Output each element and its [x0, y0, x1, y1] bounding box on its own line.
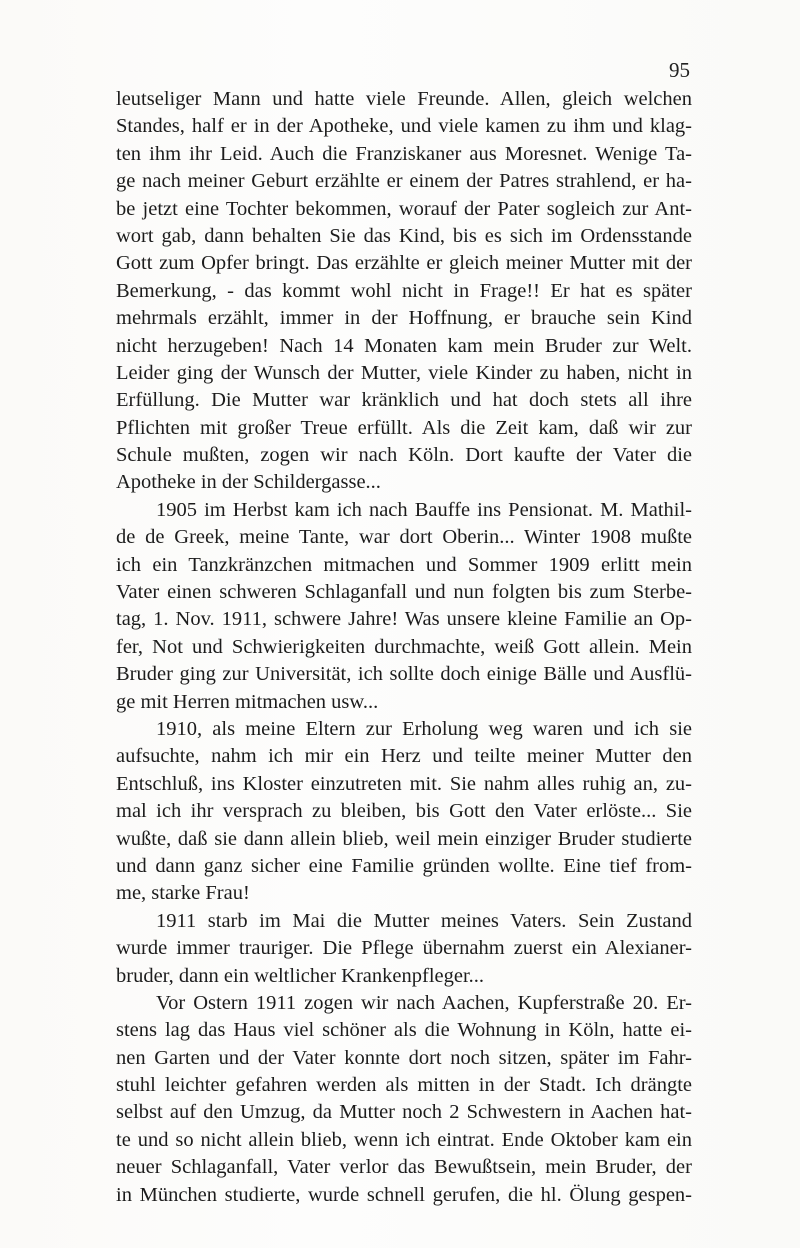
text-line: wußte, daß sie dann allein blieb, weil mein einziger Bruder studierte [116, 827, 692, 850]
text-line: Standes, half er in der Apotheke, und viele kamen zu ihm und klag- [116, 115, 692, 138]
paragraph-3 [116, 716, 692, 908]
text-line: und dann ganz sicher eine Familie gründen wollte. Eine tief from- [116, 854, 692, 877]
paragraph-2 [116, 497, 692, 716]
text-line: wurde immer trauriger. Die Pflege übernahm zuerst ein Alexianer- [116, 937, 692, 960]
body-text [116, 86, 692, 1209]
paragraph-5 [116, 990, 692, 1209]
page-number: 95 [669, 58, 690, 82]
text-line: aufsuchte, nahm ich mir ein Herz und teilte meiner Mutter den [116, 745, 692, 768]
text-line: stuhl leichter gefahren werden als mitten in der Stadt. Ich drängte [116, 1074, 692, 1097]
text-line: Bemerkung, - das kommt wohl nicht in Frage!! Er hat es später [116, 279, 692, 302]
text-line: bruder, dann ein weltlicher Krankenpfleger... [116, 964, 485, 987]
text-line: leutseliger Mann und hatte viele Freunde. Allen, gleich welchen [116, 88, 692, 110]
text-line: stens lag das Haus viel schöner als die Wohnung in Köln, hatte ei- [116, 1019, 692, 1042]
text-line: te und so nicht allein blieb, wenn ich eintrat. Ende Oktober kam ein [116, 1128, 692, 1151]
text-line: Vor Ostern 1911 zogen wir nach Aachen, Kupferstraße 20. Er- [156, 991, 692, 1014]
text-line: in München studierte, wurde schnell gerufen, die hl. Ölung gespen- [116, 1183, 692, 1206]
text-line: Entschluß, ins Kloster einzutreten mit. Sie nahm alles ruhig an, zu- [116, 772, 692, 795]
text-line: mehrmals erzählt, immer in der Hoffnung, er brauche sein Kind [116, 307, 692, 330]
text-line: 1905 im Herbst kam ich nach Bauffe ins Pensionat. M. Mathil- [156, 498, 692, 521]
text-line: Schule mußten, zogen wir nach Köln. Dort kaufte der Vater die [116, 444, 692, 467]
text-line: de de Greek, meine Tante, war dort Oberin... Winter 1908 mußte [116, 526, 692, 549]
text-line: ge mit Herren mitmachen usw... [116, 690, 379, 713]
paragraph-1 [116, 86, 692, 497]
text-line: be jetzt eine Tochter bekommen, worauf der Pater sogleich zur Ant- [116, 197, 692, 220]
text-line: wort gab, dann behalten Sie das Kind, bis es sich im Ordensstande [116, 224, 692, 247]
text-line: Vater einen schweren Schlaganfall und nun folgten bis zum Sterbe- [116, 581, 692, 604]
text-line: Gott zum Opfer bringt. Das erzählte er gleich meiner Mutter mit der [116, 252, 692, 275]
paragraph-4 [116, 908, 692, 990]
text-line: nicht herzugeben! Nach 14 Monaten kam mein Bruder zur Welt. [116, 334, 692, 357]
text-line: Pflichten mit großer Treue erfüllt. Als die Zeit kam, daß wir zur [116, 416, 692, 439]
text-line: Bruder ging zur Universität, ich sollte doch einige Bälle und Ausflü- [116, 663, 692, 686]
text-line: neuer Schlaganfall, Vater verlor das Bewußtsein, mein Bruder, der [116, 1156, 692, 1179]
text-line: tag, 1. Nov. 1911, schwere Jahre! Was unsere kleine Familie an Op- [116, 608, 692, 631]
text-line: 1910, als meine Eltern zur Erholung weg waren und ich sie [156, 717, 692, 740]
text-line: mal ich ihr versprach zu bleiben, bis Gott den Vater erlöste... Sie [116, 800, 692, 823]
text-line: ich ein Tanzkränzchen mitmachen und Sommer 1909 erlitt mein [116, 553, 692, 576]
text-line: Apotheke in der Schildergasse... [116, 471, 381, 494]
text-line: Leider ging der Wunsch der Mutter, viele Kinder zu haben, nicht in [116, 361, 692, 384]
text-line: me, starke Frau! [116, 882, 250, 905]
text-line: nen Garten und der Vater konnte dort noch sitzen, später im Fahr- [116, 1046, 692, 1069]
text-line: 1911 starb im Mai die Mutter meines Vaters. Sein Zustand [156, 909, 692, 932]
text-line: Erfüllung. Die Mutter war kränklich und hat doch stets all ihre [116, 389, 692, 412]
text-line: selbst auf den Umzug, da Mutter noch 2 Schwestern in Aachen hat- [116, 1101, 692, 1124]
text-line: fer, Not und Schwierigkeiten durchmachte, weiß Gott allein. Mein [116, 635, 692, 658]
text-line: ge nach meiner Geburt erzählte er einem der Patres strahlend, er ha- [116, 170, 692, 193]
text-line: ten ihm ihr Leid. Auch die Franziskaner aus Moresnet. Wenige Ta- [116, 142, 692, 165]
